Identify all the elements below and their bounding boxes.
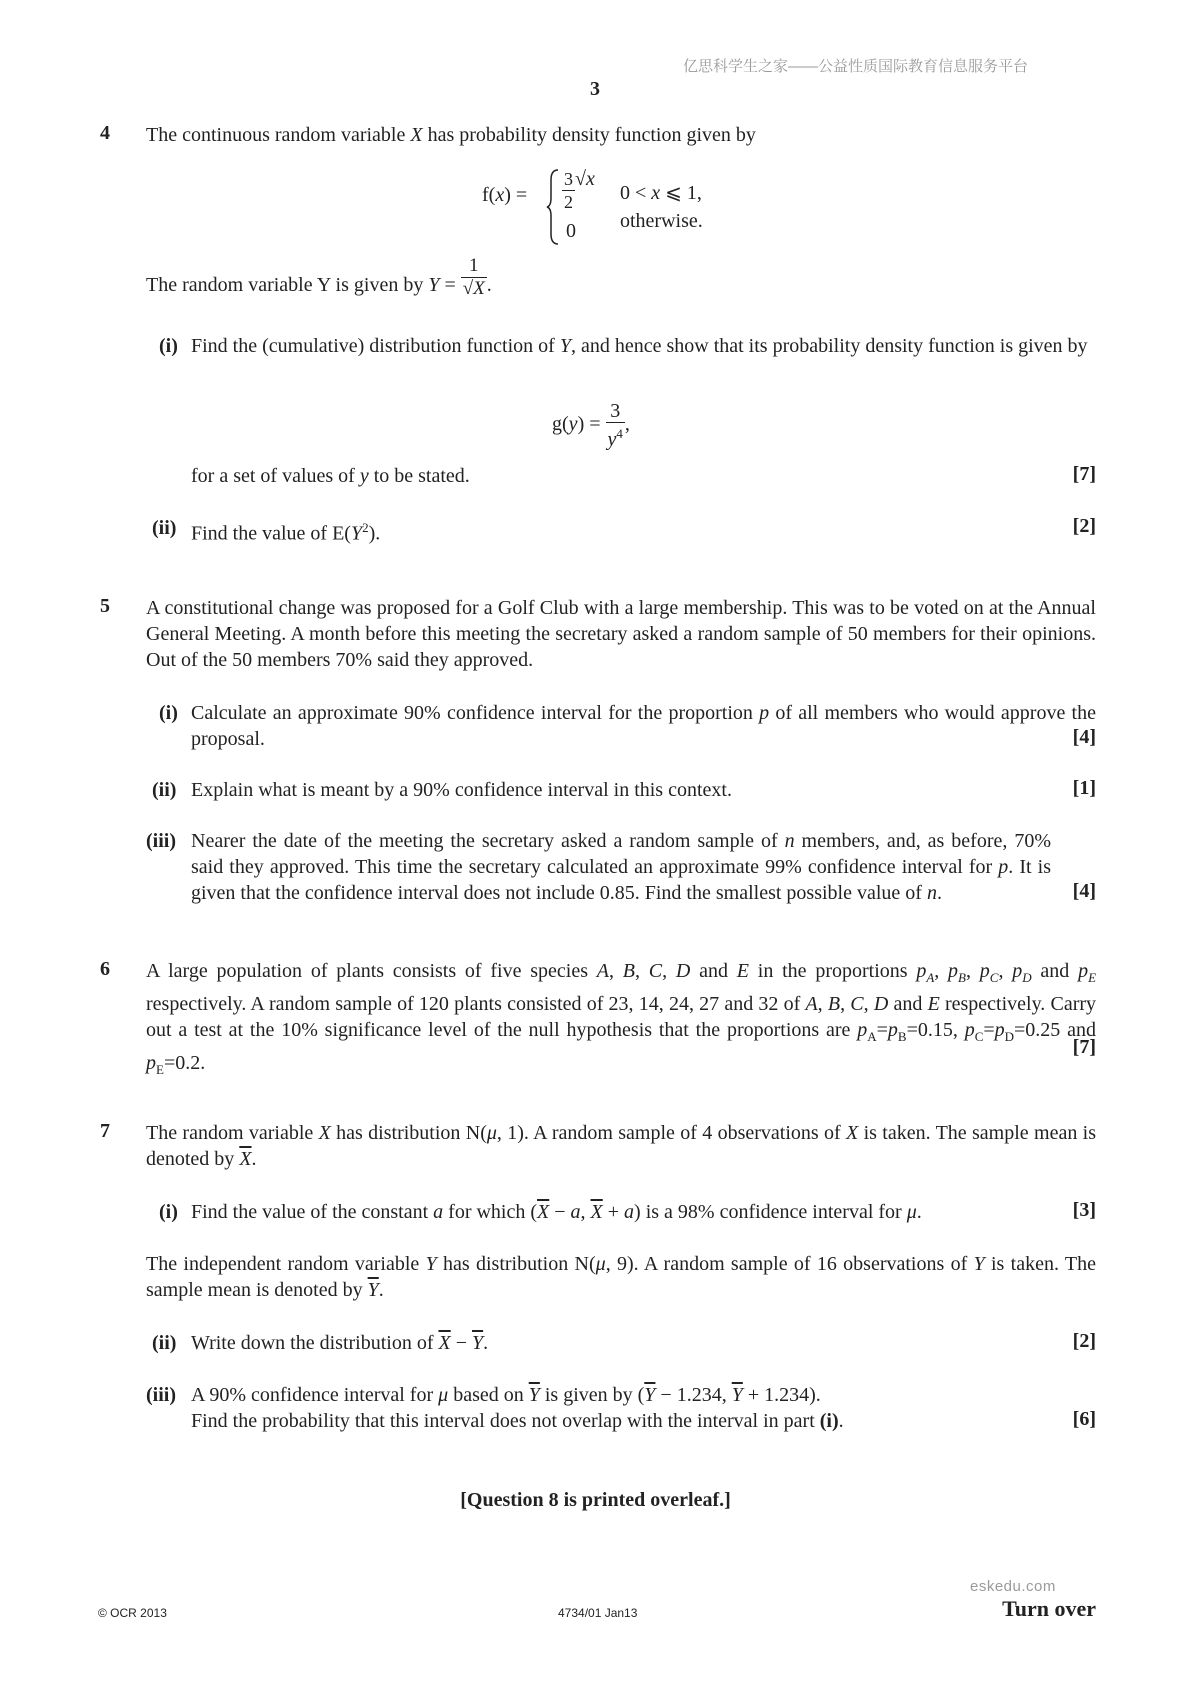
q7-ii-text: Write down the distribution of $\overline{X} - \overline{Y}$. [191, 1332, 489, 1354]
q5-ii-marks: [1] [1072, 777, 1096, 799]
page-number: 3 [590, 78, 600, 100]
q4-intro: The continuous random variable X has probability density function given by [146, 124, 756, 146]
q6-text: A large population of plants consists of five species A, B, C, D and E in the proportions $p_A$, $p_B$, $p_C$, $p_D$ and $p_E$ respectively. A random sample of 120 plants consisted of 23, 14, 24, 27 and 32 of A, B, C, D and E respectively. Carry out a test at the 10% significance level of the null hypothesis that the proportions are $p_A=p_B=0.15$, $p_C=p_D=0.25$ and $p_E=0.2$. [146, 960, 1097, 1077]
q4-ii-label: (ii) [152, 517, 177, 539]
q7-i-marks: [3] [1072, 1199, 1096, 1221]
q4-y-definition: The random variable Y is given by Y = $\frac{1}{√X}$ . [146, 254, 492, 299]
q4-condition-2: otherwise. [620, 210, 703, 232]
q7-iii-line1: A 90% confidence interval for μ based on $\overline{Y}$ is given by ($\overline{Y} - 1.234$, $\overline{Y} + 1.234$). [191, 1384, 821, 1406]
q4-i-marks: [7] [1072, 463, 1096, 485]
q5-ii-label: (ii) [152, 779, 177, 801]
q5-iii-text: Nearer the date of the meeting the secretary asked a random sample of n members, and, as before, 70% said they approved. This time the secretary calculated an approximate 99% confidence interval for p. It is given that the confidence interval does not include 0.85. Find the smallest possible value of n. [191, 830, 1051, 904]
q4-ii-text: Find the value of $E(Y^2)$. [191, 520, 381, 545]
footer-code: 4734/01 Jan13 [558, 1606, 638, 1620]
q6-marks: [7] [1072, 1036, 1096, 1058]
q5-number: 5 [100, 595, 110, 617]
q7-i-text: Find the value of the constant a for which ($\overline{X} - a$, $\overline{X} + a$) is a 98% confidence interval for μ. [191, 1201, 922, 1223]
q4-pdf-equation: f(x) = $\frac{3}{2}$ √x 0 0 < x ⩽ 1, otherwise. [482, 168, 782, 246]
watermark-bottom: eskedu.com [970, 1578, 1056, 1595]
q4-i-text: Find the (cumulative) distribution function of Y, and hence show that its probability density function is given by [191, 335, 1088, 357]
q5-ii-text: Explain what is meant by a 90% confidence interval in this context. [191, 779, 732, 801]
q4-i-label: (i) [159, 335, 178, 357]
q5-i-marks: [4] [1072, 726, 1096, 748]
closing-note: [Question 8 is printed overleaf.] [460, 1489, 731, 1511]
q7-ii-marks: [2] [1072, 1330, 1096, 1352]
watermark-top: 亿思科学生之家——公益性质国际教育信息服务平台 [683, 58, 1029, 75]
q5-iii-marks: [4] [1072, 880, 1096, 902]
q7-ii-label: (ii) [152, 1332, 177, 1354]
q6-number: 6 [100, 958, 110, 980]
q5-intro: A constitutional change was proposed for a Golf Club with a large membership. This was to be voted on at the Annual General Meeting. A month before this meeting the secretary asked a random sample of 50 members for their opinions. Out of the 50 members 70% said they approved. [146, 597, 1096, 671]
q4-number: 4 [100, 122, 110, 144]
q7-iii-marks: [6] [1072, 1408, 1096, 1430]
turn-over-label: Turn over [1002, 1596, 1096, 1621]
left-brace-icon [546, 168, 560, 246]
q4-g-equation: g(y) = $\frac{3}{y^4}$ , [552, 400, 630, 451]
footer-copyright: © OCR 2013 [98, 1606, 167, 1620]
q4-ii-marks: [2] [1072, 515, 1096, 537]
q7-intro: The random variable X has distribution N(μ, 1). A random sample of 4 observations of X is taken. The sample mean is denoted by $\overline{X}$. [146, 1122, 1096, 1170]
q5-i-label: (i) [159, 702, 178, 724]
q7-mid: The independent random variable Y has distribution N(μ, 9). A random sample of 16 observations of Y is taken. The sample mean is denoted by $\overline{Y}$. [146, 1253, 1097, 1301]
q7-i-label: (i) [159, 1201, 178, 1223]
q4-condition-1: 0 < x ⩽ 1, [620, 182, 702, 204]
q7-iii-label: (iii) [146, 1384, 176, 1406]
q7-iii-line2: Find the probability that this interval does not overlap with the interval in part (i). [191, 1410, 844, 1432]
q5-i-text: Calculate an approximate 90% confidence interval for the proportion p of all members who would approve the proposal. [191, 702, 1096, 750]
q7-number: 7 [100, 1120, 110, 1142]
q5-iii-label: (iii) [146, 830, 176, 852]
q4-i-after: for a set of values of y to be stated. [191, 465, 470, 487]
